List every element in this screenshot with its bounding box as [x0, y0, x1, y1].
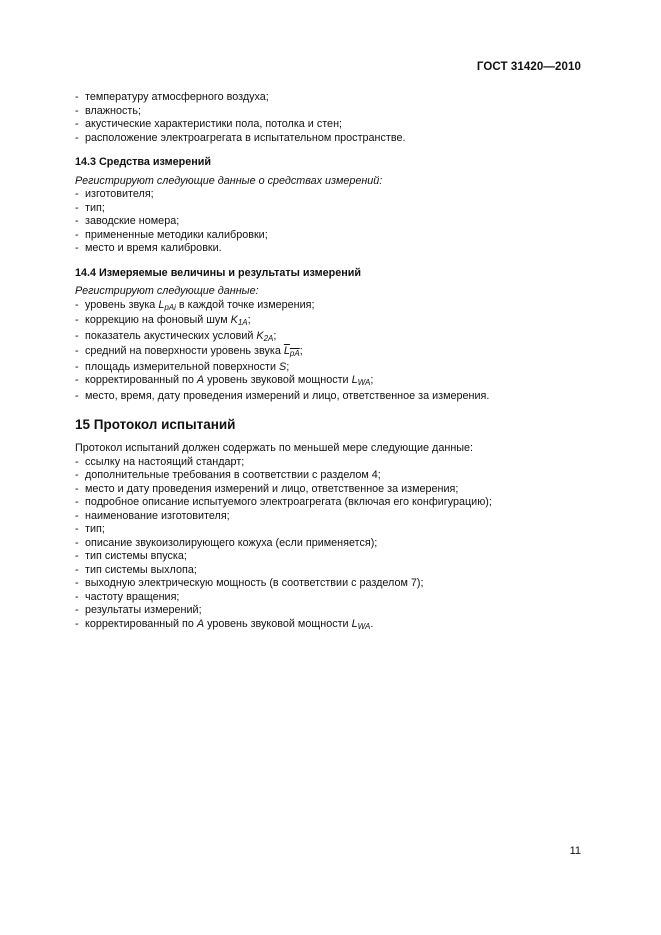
- list-item: - изготовителя;: [75, 188, 154, 200]
- section-intro: Регистрируют следующие данные:: [75, 285, 259, 297]
- list-item: - описание звукоизолирующего кожуха (если применяется);: [75, 536, 378, 549]
- list-item: - корректированный по A уровень звуковой мощности $L_{WA}$.: [75, 617, 374, 631]
- list-item: - показатель акустических условий $K_{2A}$;: [75, 329, 277, 343]
- page-number: 11: [569, 845, 581, 857]
- list-15: [75, 456, 585, 634]
- section-heading-15: 15 Протокол испытаний: [75, 417, 236, 432]
- list-item: - ссылку на настоящий стандарт;: [75, 455, 245, 468]
- list-item: - температуру атмосферного воздуха;: [75, 91, 269, 103]
- list-item: - примененные методики калибровки;: [75, 228, 268, 241]
- list-item: - коррекцию на фоновый шум $K_{1A}$;: [75, 314, 251, 327]
- list-item: - частоту вращения;: [75, 590, 180, 603]
- list-item: - место, время, дату проведения измерений и лицо, ответственное за измерения.: [75, 389, 490, 402]
- list-item: - тип;: [75, 523, 105, 535]
- list-item: - дополнительные требования в соответствии с разделом 4;: [75, 469, 381, 481]
- list-item: - влажность;: [75, 104, 141, 117]
- list-item: - место и дату проведения измерений и лицо, ответственное за измерения;: [75, 482, 459, 495]
- list-item: - результаты измерений;: [75, 604, 202, 616]
- page-body: [75, 91, 585, 633]
- list-item: - выходную электрическую мощность (в соответствии с разделом 7);: [75, 577, 424, 589]
- list-item: - заводские номера;: [75, 215, 180, 227]
- list-item: - тип;: [75, 201, 105, 214]
- list-item: - расположение электроагрегата в испытательном пространстве.: [75, 131, 406, 144]
- list-item: - тип системы выхлопа;: [75, 563, 197, 576]
- list-item: - наименование изготовителя;: [75, 509, 230, 522]
- list-item: - уровень звука $L_{pAi}$ в каждой точке измерения;: [75, 298, 315, 312]
- list-item: - площадь измерительной поверхности S;: [75, 360, 290, 373]
- list-item: - акустические характеристики пола, потолка и стен;: [75, 118, 343, 130]
- section-intro: Протокол испытаний должен содержать по меньшей мере следующие данные:: [75, 442, 474, 454]
- list-item: - корректированный по A уровень звуковой мощности $L_{WA}$;: [75, 374, 374, 387]
- list-item: - средний на поверхности уровень звука $L_{pA}$;: [75, 345, 303, 358]
- list-14-4: [75, 299, 585, 404]
- list-item: - подробное описание испытуемого электроагрегата (включая его конфигурацию);: [75, 496, 492, 508]
- section-heading-14-4: 14.4 Измеряемые величины и результаты измерений: [75, 266, 362, 279]
- list-top: [75, 91, 585, 145]
- list-item: - место и время калибровки.: [75, 242, 222, 254]
- standard-header: ГОСТ 31420—2010: [476, 61, 581, 73]
- list-item: - тип системы впуска;: [75, 550, 187, 562]
- list-14-3: [75, 188, 585, 256]
- section-intro: Регистрируют следующие данные о средствах измерений:: [75, 174, 383, 187]
- section-heading-14-3: 14.3 Средства измерений: [75, 156, 212, 168]
